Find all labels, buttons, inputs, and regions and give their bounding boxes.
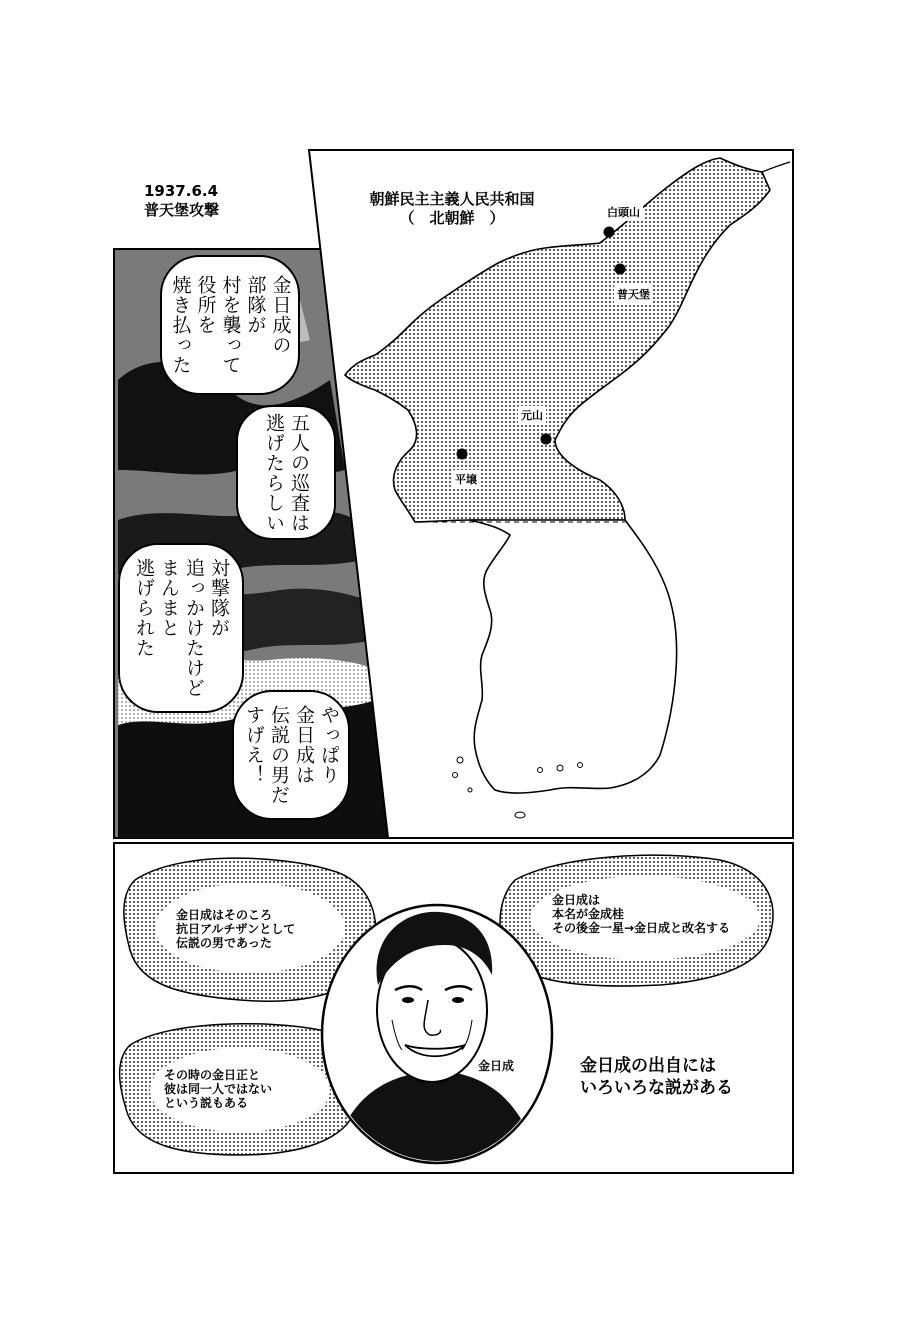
label-wonsan: 元山 [518, 406, 546, 424]
map-panel [309, 150, 793, 838]
map-title-text: 朝鮮民主主義人民共和国 [369, 190, 535, 208]
speech-text-1: 金日成の 部隊が 村を襲って 役所を 焼き払った [169, 275, 292, 375]
speech-text-4: やっぱり 金日成は 伝説の男だ すげえ！ [243, 705, 340, 805]
portrait-label: 金日成 [478, 1059, 515, 1073]
cloud-text-left-bottom: その時の金日正と 彼は同一人ではない という説もある [164, 1068, 273, 1110]
label-baekdu: 白頭山 [604, 203, 643, 221]
speech-bubble-3 [118, 543, 244, 713]
speech-bubble-4 [232, 690, 350, 820]
date-caption [144, 182, 219, 220]
label-pochonbo: 普天堡 [614, 285, 653, 303]
map-subtitle-text: （ 北朝鮮 ） [399, 209, 505, 227]
map-title [352, 190, 552, 228]
speech-text-2: 五人の巡査は 逃げたらしい [263, 412, 310, 533]
south-korea-shape [470, 520, 677, 793]
event-text: 普天堡攻撃 [144, 201, 220, 219]
speech-bubble-2 [236, 405, 336, 540]
pyongyang-dot [457, 449, 468, 460]
narration-text: 金日成の出自には いろいろな説がある [580, 1056, 733, 1098]
cloud-text-right-top: 金日成は 本名が金成桂 その後金一星→金日成と改名する [552, 893, 731, 935]
speech-bubble-1 [160, 255, 300, 395]
baekdu-dot [604, 227, 615, 238]
wonsan-dot [541, 434, 552, 445]
cloud-text-left-top: 金日成はそのころ 抗日アルチザンとして 伝説の男であった [176, 908, 296, 950]
date-text: 1937.6.4 [144, 182, 219, 200]
pochonbo-dot [615, 264, 626, 275]
speech-text-3: 対撃隊が 追っかけたけど まんまと 逃げられた [133, 558, 230, 698]
label-pyongyang: 平壌 [452, 470, 480, 488]
